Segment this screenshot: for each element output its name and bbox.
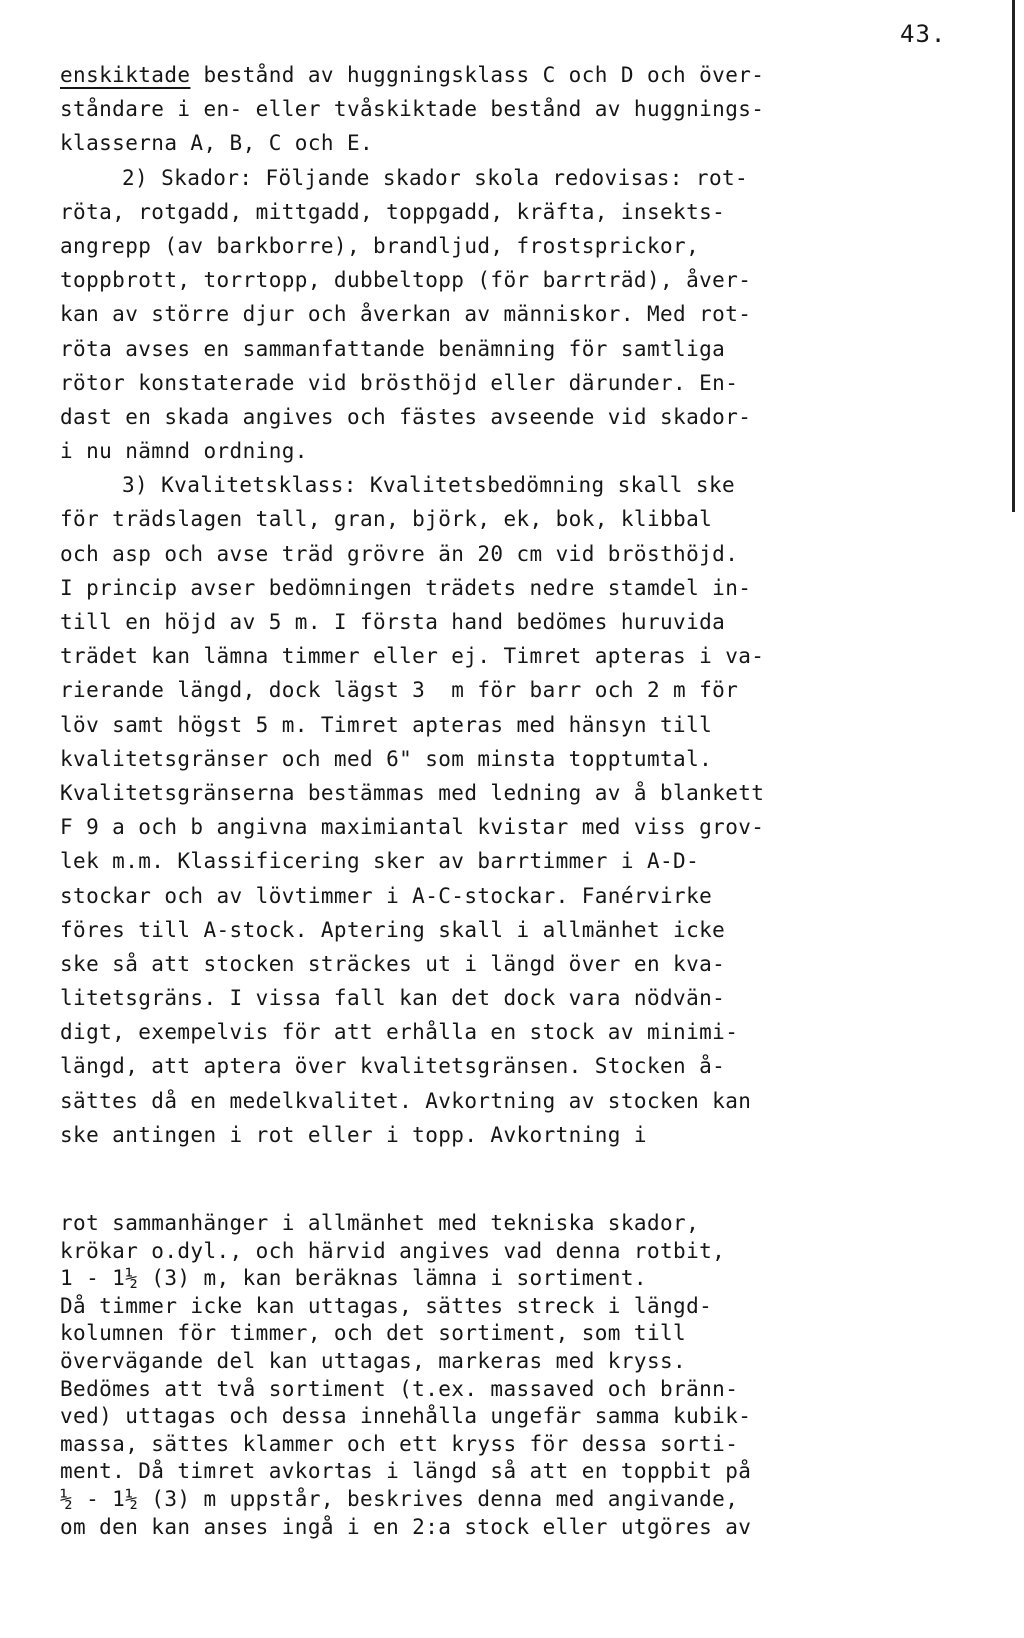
text-line: kan av större djur och åverkan av människor. Med rot- [60, 302, 752, 327]
text-line: Bedömes att två sortiment (t.ex. massaved och bränn- [60, 1376, 739, 1401]
text-line: dast en skada angives och fästes avseende vid skador- [60, 404, 752, 429]
text-line: Då timmer icke kan uttagas, sättes streck i längd- [60, 1293, 713, 1318]
text-line: krökar o.dyl., och härvid angives vad denna rotbit, [60, 1238, 726, 1263]
text-line: ved) uttagas och dessa innehålla ungefär samma kubik- [60, 1404, 752, 1429]
main-text-block [60, 58, 1008, 1152]
text-line: lek m.m. Klassificering sker av barrtimmer i A-D- [60, 849, 700, 874]
text-line-rest: bestånd av huggningsklass C och D och över- [190, 63, 765, 87]
text-line: litetsgräns. I vissa fall kan det dock vara nödvän- [60, 986, 726, 1011]
text-line: ståndare i en- eller tvåskiktade bestånd av huggnings- [60, 97, 765, 122]
text-line: ske så att stocken sträckes ut i längd över en kva- [60, 951, 726, 976]
text-line: rot sammanhänger i allmänhet med tekniska skador, [60, 1211, 700, 1235]
text-line: kolumnen för timmer, och det sortiment, som till [60, 1321, 687, 1346]
section-heading-kvalitetsklass: 3) Kvalitetsklass: Kvalitetsbedömning skall ske [122, 473, 736, 498]
continuation-text-block [60, 1210, 1008, 1541]
text-line: ½ - 1½ (3) m uppstår, beskrives denna med angivande, [60, 1486, 739, 1511]
text-line: Kvalitetsgränserna bestämmas med ledning av å blankett [60, 780, 765, 805]
text-line: ment. Då timret avkortas i längd så att en toppbit på [60, 1459, 752, 1484]
text-line: ske antingen i rot eller i topp. Avkortning i [60, 1122, 647, 1147]
text-line: i nu nämnd ordning. [60, 439, 308, 464]
text-line: F 9 a och b angivna maximiantal kvistar med viss grov- [60, 815, 765, 840]
page-number: 43. [900, 20, 947, 48]
text-line: rierande längd, dock lägst 3 m för barr och 2 m för [60, 678, 739, 703]
text-line: till en höjd av 5 m. I första hand bedömes huruvida [60, 610, 726, 634]
text-line: I princip avser bedömningen trädets nedre stamdel in- [60, 575, 752, 600]
text-line: om den kan anses ingå i en 2:a stock eller utgöres av [60, 1514, 752, 1539]
text-line: sättes då en medelkvalitet. Avkortning av stocken kan [60, 1088, 752, 1113]
text-line: digt, exempelvis för att erhålla en stock av minimi- [60, 1020, 739, 1045]
text-line: rötor konstaterade vid brösthöjd eller därunder. En- [60, 370, 739, 395]
text-line: röta, rotgadd, mittgadd, toppgadd, kräfta, insekts- [60, 199, 726, 224]
text-line: och asp och avse träd grövre än 20 cm vid brösthöjd. [60, 541, 739, 566]
text-line: för trädslagen tall, gran, björk, ek, bok, klibbal [60, 507, 713, 532]
text-line: toppbrott, torrtopp, dubbeltopp (för barrträd), åver- [60, 268, 752, 293]
text-line: klasserna A, B, C och E. [60, 131, 374, 156]
text-line: stockar och av lövtimmer i A-C-stockar. Fanérvirke [60, 883, 713, 908]
text-line: angrepp (av barkborre), brandljud, frostsprickor, [60, 233, 700, 258]
text-line: längd, att aptera över kvalitetsgränsen. Stocken å- [60, 1054, 726, 1079]
text-line: kvalitetsgränser och med 6" som minsta topptumtal. [60, 746, 713, 771]
page-edge-line [1012, 0, 1015, 512]
text-line: röta avses en sammanfattande benämning för samtliga [60, 336, 726, 361]
text-line [60, 58, 1008, 92]
text-line: trädet kan lämna timmer eller ej. Timret apteras i va- [60, 644, 765, 669]
text-line: övervägande del kan uttagas, markeras med kryss. [60, 1348, 687, 1373]
section-heading-skador: 2) Skador: Följande skador skola redovisas: rot- [122, 165, 749, 190]
underlined-word: enskiktade [60, 63, 191, 87]
text-line: massa, sättes klammer och ett kryss för dessa sorti- [60, 1431, 739, 1456]
text-line: 1 - 1½ (3) m, kan beräknas lämna i sortiment. [60, 1266, 647, 1291]
text-line: föres till A-stock. Aptering skall i allmänhet icke [60, 917, 726, 942]
text-line: löv samt högst 5 m. Timret apteras med hänsyn till [60, 712, 713, 737]
